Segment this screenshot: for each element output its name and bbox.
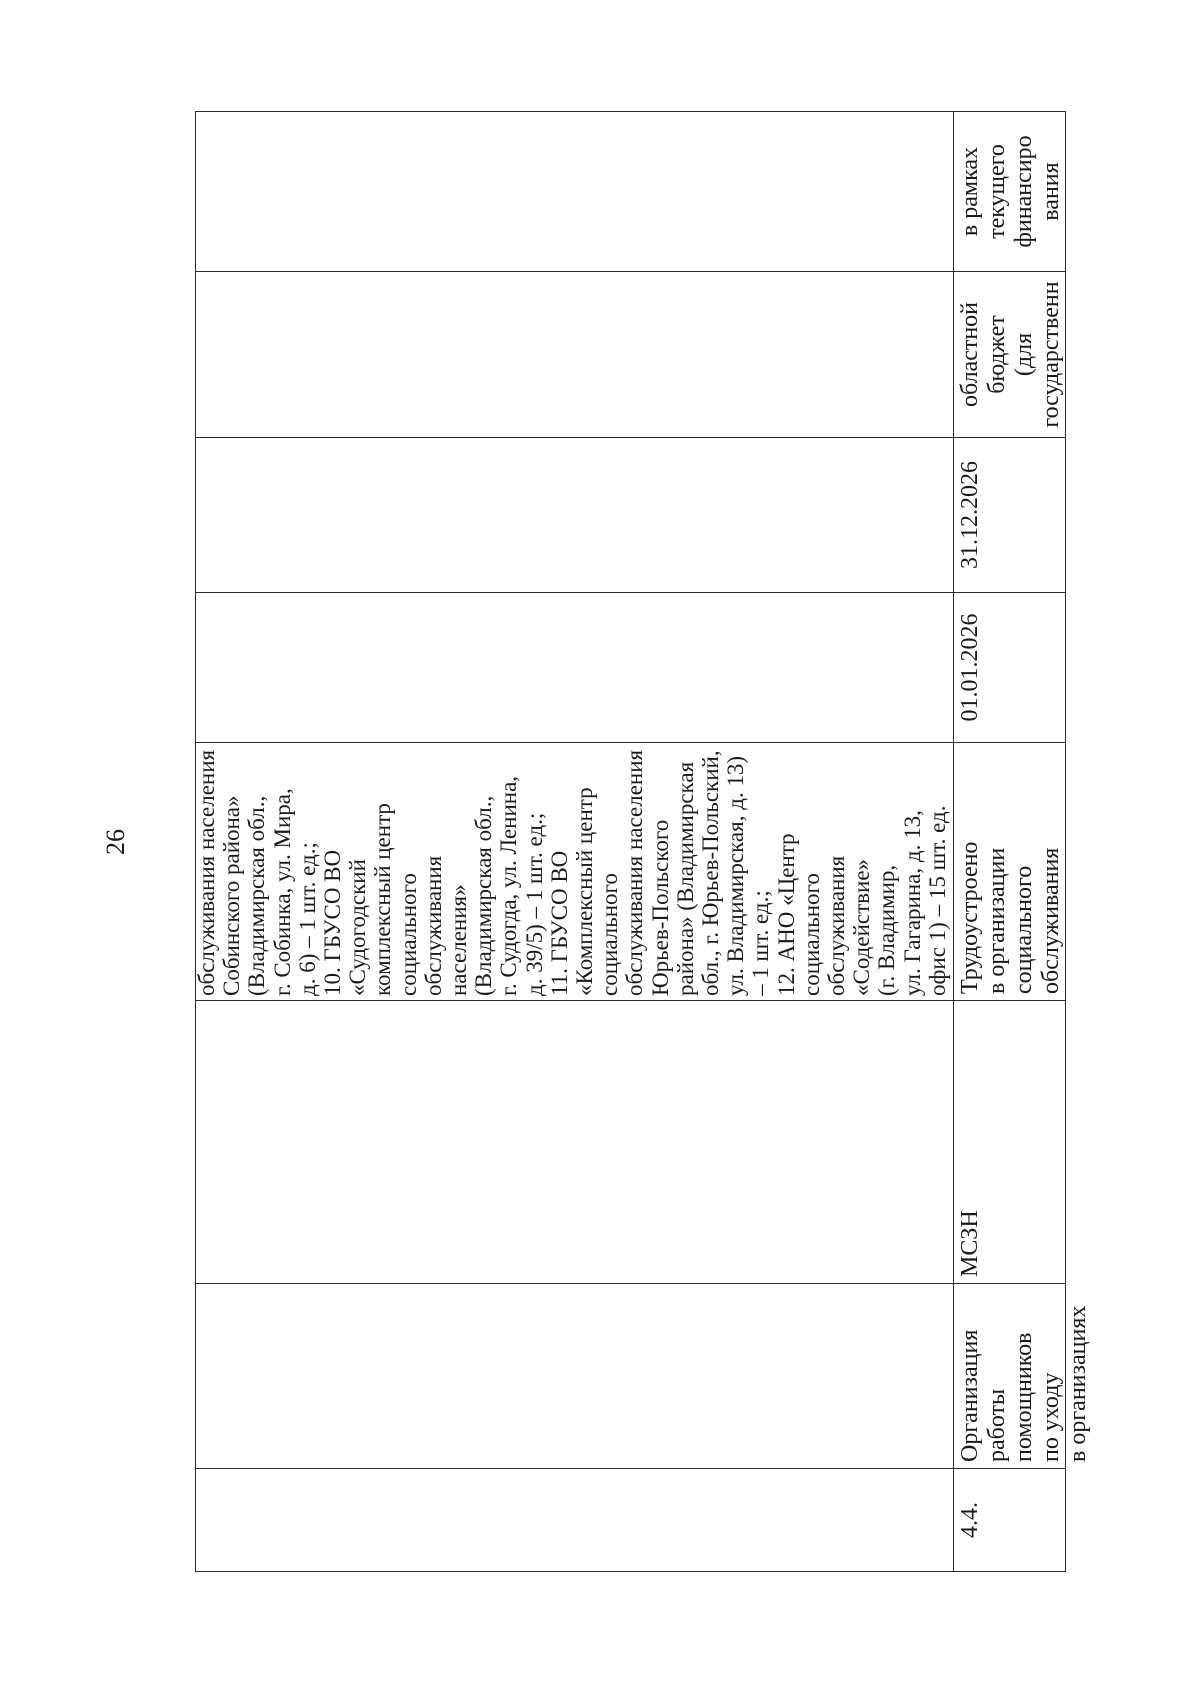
cell-event: Организация работы помощников по уходу в организациях [954,1284,1066,1469]
cell-funding-amount [196,112,954,272]
cell-result: обслуживания населения Собинского района» (Владимирская обл., г. Собинка, ул. Мира, д. 6) – 1 шт. ед.; 10. ГБУСО ВО «Судогодский комплексный центр социального обслуживания населения» (Владимирская обл., г. Судогда, ул. Ленина, д. 39/5) – 1 шт. ед.; 11. ГБУСО ВО «Комплексный центр социального обслуживания населения Юрьев-Польского района» (Владимирская обл., г. Юрьев-Польский, ул. Владимирская, д. 13) – 1 шт. ед.; 12. АНО «Центр социального обслуживания «Содействие» (г. Владимир, ул. Гагарина, д. 13, офис 1) – 15 шт. ед. [196,743,954,1001]
cell-funding-source: областной бюджет (для государственн [954,272,1066,438]
cell-num: 4.4. [954,1469,1066,1572]
cell-executor [196,1001,954,1284]
cell-start-date [196,593,954,743]
cell-end-date [196,438,954,593]
page-number: 26 [101,829,130,855]
cell-start-date: 01.01.2026 [954,593,1066,743]
table-row-continued [196,112,954,1572]
table-row-4-4 [954,112,1066,1572]
cell-num [196,1469,954,1572]
cell-funding-amount: в рамках текущего финансиро вания [954,112,1066,272]
cell-result: Трудоустроено в организации социального обслуживания [954,743,1066,1001]
table-rotated-wrapper [194,112,1091,1572]
measures-table [194,111,1091,1572]
cell-end-date: 31.12.2026 [954,438,1066,593]
cell-funding-source [196,272,954,438]
cell-event [196,1284,954,1469]
cell-executor: МСЗН [954,1001,1066,1284]
